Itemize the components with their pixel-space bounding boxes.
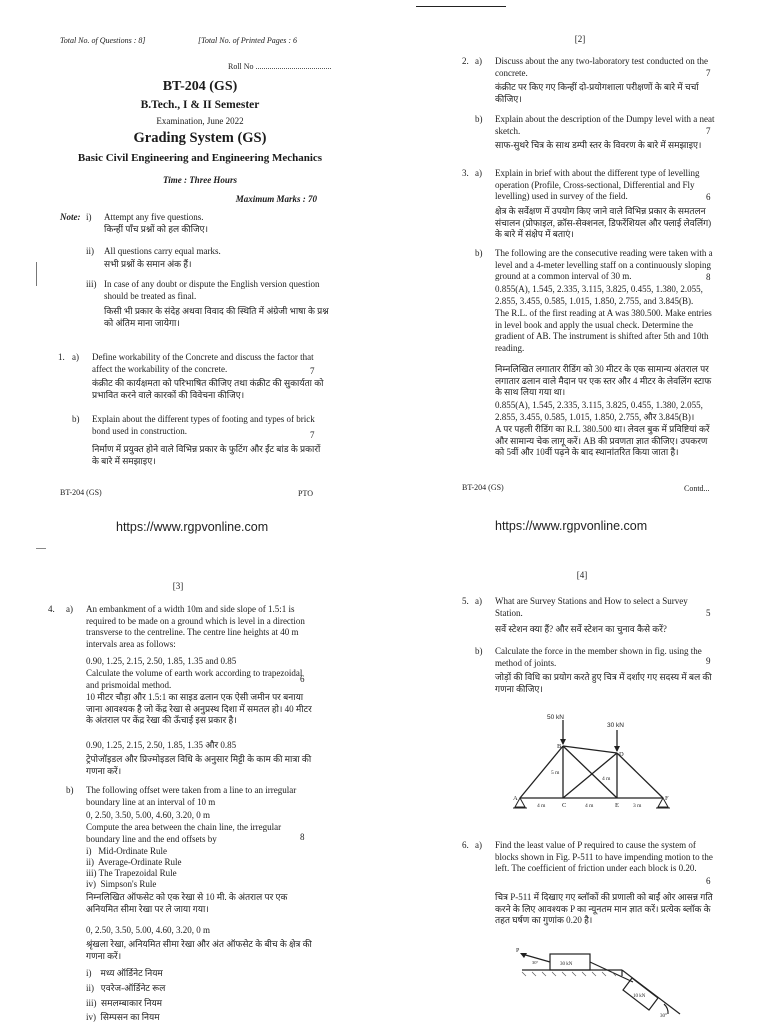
q5b-text: Calculate the force in the member shown in fig. using the method of joints. [495,646,702,668]
q1b-text: Explain about the different types of footing and types of brick bond used in construction. [92,414,315,436]
q6a-text: Find the least value of P required to cause the system of blocks shown in Fig. P-511 to have impending motion to the left. The coefficient of friction under each block is 0.20. [495,840,713,873]
q2-number: 2. [462,56,469,66]
q5b-label: b) [475,646,483,656]
q3b-hindi-2: A पर पहली रीडिंग का R.L 380.500 था। लेवल बुक में प्रविष्टियां करें और सामान्य चेक लागू करें। AB की प्रवणता ज्ञात कीजिए। उपकरण को 5वीं और 10वीं पढ़ने के बाद स्थानांतरित किया जाता है। [495,424,710,457]
node-a: A [513,795,518,802]
q4b-label: b) [66,785,74,795]
q6a-label: a) [475,840,482,850]
exam-session: Examination, June 2022 [156,116,244,126]
angle-p-label: 30° [532,960,539,965]
maximum-marks: Maximum Marks : 70 [235,194,317,204]
q5-number: 5. [462,596,469,606]
footer-pto: PTO [298,489,313,498]
blocks-figure [512,944,692,1022]
q4a-hindi: 10 मीटर चौड़ा और 1.5:1 का साइड ढलान एक ऐसी जमीन पर बनाया जाना आवश्यक है जो केंद्र रेखा से अनुप्रस्थ दिशा में समतल हो। 40 मीटर के अंतराल पर केंद्र रेखा की ऊँचाई इस प्रकार है। [86,692,312,725]
q5a-label: a) [475,596,482,606]
q3a-marks: 6 [706,192,711,202]
q1a-marks: 7 [310,366,315,376]
truss-figure [505,708,685,826]
note-2-num: ii) [86,246,94,256]
q2b-text: Explain about the description of the Dumpy level with a neat sketch. [495,114,715,136]
incline-angle-label: 30° [660,1014,667,1019]
q5a-hindi: सर्वे स्टेशन क्या हैं? और सर्वे स्टेशन का चुनाव कैसे करें? [495,624,667,634]
footer-contd: Contd... [684,484,710,493]
note-1-en: Attempt any five questions. [104,212,204,222]
q1b-marks: 7 [310,430,315,440]
q4b-data: 0, 2.50, 3.50, 5.00, 4.60, 3.20, 0 m [86,810,211,820]
q3b-marks: 8 [706,272,711,282]
q1a-hindi: कंक्रीट की कार्यक्षमता को परिभाषित कीजिए तथा कंक्रीट की सुकार्यता को प्रभावित करने वाले कारकों की विवेचना कीजिए। [92,378,324,400]
q4b-option-3: iii) The Trapezoidal Rule [86,868,177,878]
note-label: Note: [60,212,81,222]
q4a-label: a) [66,604,73,614]
node-c: C [562,802,567,809]
note-3-hi: किसी भी प्रकार के संदेह अथवा विवाद की स्थिति में अंग्रेजी भाषा के प्रश्न को अंतिम माना जायेगा। [104,306,329,328]
q1a-label: a) [72,352,79,362]
q4b-hindi-option-1: i) मध्य ऑर्डिनेट नियम [86,968,163,978]
q2b-hindi: साफ-सुथरे चित्र के साथ डम्पी स्तर के विवरण के बारे में समझाइए। [495,140,702,150]
q4b-data-hindi: 0, 2.50, 3.50, 5.00, 4.60, 3.20, 0 m [86,925,211,935]
q4b-option-4: iv) Simpson's Rule [86,879,157,889]
q1a-text: Define workability of the Concrete and discuss the factor that affect the workability of the concrete. [92,352,314,374]
node-f: F [665,795,669,802]
footer-code: BT-204 (GS) [60,488,102,497]
note-3-num: iii) [86,279,97,289]
page-number: [3] [172,581,184,591]
course-title: B.Tech., I & II Semester [140,99,260,111]
angle-arc [664,1004,668,1014]
note-2-en: All questions carry equal marks. [104,246,221,256]
q2b-marks: 7 [706,126,711,136]
q3b-data: 0.855(A), 1.545, 2.335, 3.115, 3.825, 0.455, 1.380, 2.055, 2.855, 3.455, 0.585, 1.015, 1.850, 2.755, and 3.845(B). [495,284,703,306]
q3a-label: a) [475,168,482,178]
q3b-hindi: निम्नलिखित लगातार रीडिंग को 30 मीटर के एक सामान्य अंतराल पर लगातार ढलान वाले मैदान पर एक स्तर और 4 मीटर के लेवलिंग स्टाफ के साथ लिया गया था। [495,364,712,397]
truss-member-df [617,753,663,798]
q5a-marks: 5 [706,608,711,618]
q2a-label: a) [475,56,482,66]
q4b-hindi: निम्नलिखित ऑफसेट को एक रेखा से 10 मी. के अंतराल पर एक अनियमित सीमा रेखा पर ले जाया गया। [86,892,288,914]
scan-mark [36,548,46,549]
q3b-text-2: The R.L. of the first reading at A was 380.500. Make entries in level book and apply the usual check. Determine the gradient of AB. The instrument is shifted after 5th and 10th reading. [495,308,712,353]
footer-code: BT-204 (GS) [462,483,504,492]
node-d: D [619,751,624,758]
q4a-text: An embankment of a width 10m and side slope of 1.5:1 is required to be made on a ground which is level in a direction transverse to the centreline. The centre line heights at 40 m intervals area as follows: [86,604,305,649]
website-url[interactable]: https://www.rgpvonline.com [495,519,648,533]
q4-number: 4. [48,604,55,614]
truss-member-bd [563,746,617,753]
q2b-label: b) [475,114,483,124]
q6a-marks: 6 [706,876,711,886]
q3a-hindi: क्षेत्र के सर्वेक्षण में उपयोग किए जाने वाले विभिन्न प्रकार के समतलन संचालन (प्रोफाइल, क्रॉस-सेक्शनल, डिफरेंशियल और फ्लाई लेवलिंग) के बारे में संक्षेप में बताएं। [495,206,712,239]
note-2-hi: सभी प्रश्नों के समान अंक हैं। [104,259,192,269]
q1b-label: b) [72,414,80,424]
time-allowed: Time : Three Hours [163,175,237,185]
q4b-marks: 8 [300,832,305,842]
weight-1-label: 30 kN [560,962,573,967]
q5a-text: What are Survey Stations and How to select a Survey Station. [495,596,688,618]
q4b-hindi-2: श्रृंखला रेखा, अनियमित सीमा रेखा और अंत ऑफसेट के बीच के क्षेत्र की गणना करें। [86,939,312,961]
q2a-hindi: कंक्रीट पर किए गए किन्हीं दो-प्रयोगशाला परीक्षणों के बारे में चर्चा कीजिए। [495,82,699,104]
load-label-d: 30 kN [607,722,624,729]
grading-system: Grading System (GS) [133,130,267,146]
q4b-hindi-option-4: iv) सिम्पसन का नियम [86,1012,160,1022]
q4a-data-hindi: 0.90, 1.25, 2.15, 2.50, 1.85, 1.35 और 0.85 [86,740,237,750]
q4b-hindi-option-3: iii) समलम्बाकार नियम [86,998,163,1008]
connecting-rope [590,962,633,982]
q4b-option-2: ii) Average-Ordinate Rule [86,857,182,867]
dim-ce: 4 m [585,803,594,809]
q1b-hindi: निर्माण में प्रयुक्त होने वाले विभिन्न प्रकार के फुटिंग और ईंट बांड के प्रकारों के बारे में समझाइए। [92,444,321,466]
node-b: B [557,743,562,750]
subject-title: Basic Civil Engineering and Engineering Mechanics [77,152,323,164]
note-3-en: In case of any doubt or dispute the English version question should be treated as final. [104,279,320,301]
q5b-marks: 9 [706,656,711,666]
q4b-hindi-option-2: ii) एवरेज-ऑर्डिनेट रूल [86,983,166,993]
q4a-data: 0.90, 1.25, 2.15, 2.50, 1.85, 1.35 and 0.85 [86,656,237,666]
force-p-label: P [516,948,520,954]
q3b-data-hindi: 0.855(A), 1.545, 2.335, 3.115, 3.825, 0.455, 1.380, 2.055, 2.855, 3.455, 0.585, 1.015, 1.850, 2.755, और 3.845(B)। [495,400,703,422]
note-1-hi: किन्हीं पाँच प्रश्नों को हल कीजिए। [104,224,209,234]
q4b-text: The following offset were taken from a line to an irregular boundary line at an interval of 10 m [86,785,297,807]
q5b-hindi: जोड़ों की विधि का प्रयोग करते हुए चित्र में दर्शाए गए सदस्य में बल की गणना कीजिए। [495,672,712,694]
page-number: [4] [576,570,588,580]
total-pages: [Total No. of Printed Pages : 6 [198,36,298,45]
q6a-hindi: चित्र P-511 में दिखाए गए ब्लॉकों की प्रणाली को बाईं ओर आसन्न गति करने के लिए आवश्यक P का न्यूनतम मान ज्ञात करें। प्रत्येक ब्लॉक के तहत घर्षण का गुणांक 0.20 है। [495,892,713,925]
website-url[interactable]: https://www.rgpvonline.com [116,520,269,534]
dim-ac: 4 m [537,803,546,809]
page-number: [2] [574,34,586,44]
q4a-text-2: Calculate the volume of earth work according to trapezoidal and prismoidal method. [86,668,303,690]
q4a-marks: 6 [300,674,305,684]
dim-ef: 3 m [633,803,642,809]
q4b-option-1: i) Mid-Ordinate Rule [86,846,167,856]
top-rule [416,6,506,7]
dim-de: 4 m [602,776,611,782]
total-questions: Total No. of Questions : 8] [60,36,146,45]
weight-2-label: 10 kN [633,994,646,999]
roll-no: Roll No ...................................... [228,62,332,71]
q4a-hindi-2: ट्रेपोजॉइडल और प्रिज्मोइडल विधि के अनुसार मिट्टी के काम की मात्रा की गणना करें। [86,754,312,776]
q1-number: 1. [58,352,65,362]
q2a-text: Discuss about the any two-laboratory test conducted on the concrete. [495,56,708,78]
q2a-marks: 7 [706,68,711,78]
q3-number: 3. [462,168,469,178]
q3b-text: The following are the consecutive reading were taken with a level and a 4-meter levelling staff on a continuously sloping ground at a common interval of 30 m. [495,248,713,281]
paper-code: BT-204 (GS) [162,79,238,94]
truss-member-be [563,746,617,798]
q6-number: 6. [462,840,469,850]
dim-height: 5 m [551,770,560,776]
note-1-num: i) [86,212,92,222]
scan-mark [36,262,37,286]
q3b-label: b) [475,248,483,258]
node-e: E [615,802,619,809]
q4b-text-2: Compute the area between the chain line, the irregular boundary line and the end offsets by [86,822,282,844]
q3a-text: Explain in brief with about the different type of levelling operation (Profile, Cross-sectional, Differential and Fly levelling) used in survey of the field. [495,168,700,201]
load-label-b: 50 kN [547,714,564,721]
